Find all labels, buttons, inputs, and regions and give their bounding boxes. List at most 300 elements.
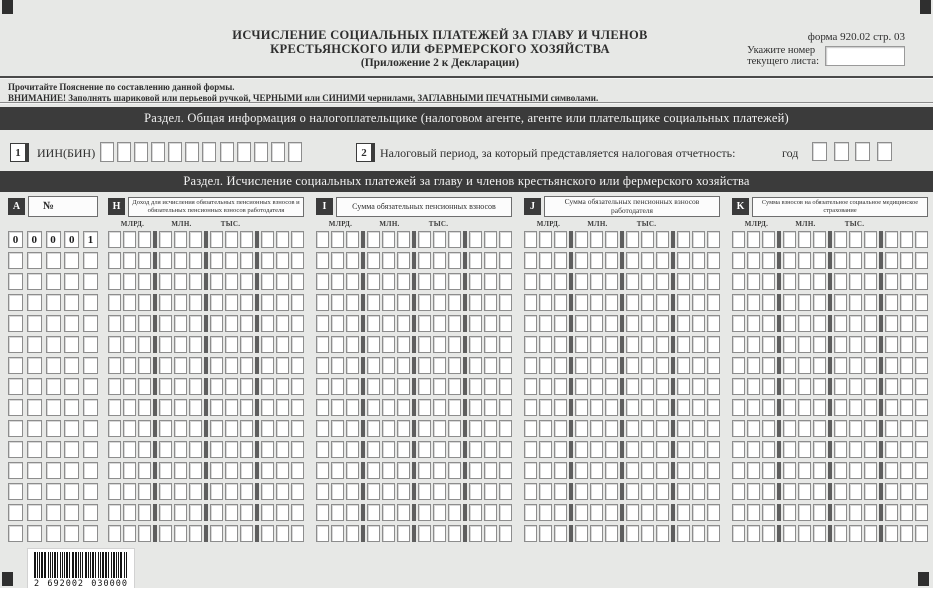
amount-cell[interactable] — [747, 315, 760, 332]
amount-cell[interactable] — [331, 399, 344, 416]
amount-cell[interactable] — [418, 483, 431, 500]
amount-cell[interactable] — [331, 462, 344, 479]
iin-cell[interactable] — [168, 142, 182, 162]
amount-cell[interactable] — [382, 378, 395, 395]
amount-cell[interactable] — [834, 315, 847, 332]
sheet-number-input[interactable] — [825, 46, 905, 66]
amount-cell[interactable] — [123, 336, 136, 353]
amount-cell[interactable] — [346, 231, 359, 248]
amount-cell[interactable] — [864, 273, 877, 290]
amount-cell[interactable] — [240, 231, 253, 248]
amount-cell[interactable] — [346, 420, 359, 437]
amount-cell[interactable] — [677, 462, 690, 479]
amount-cell[interactable] — [692, 336, 705, 353]
amount-cell[interactable] — [174, 357, 187, 374]
iin-cell[interactable] — [254, 142, 268, 162]
amount-cell[interactable] — [397, 252, 410, 269]
amount-cell[interactable] — [499, 504, 512, 521]
amount-cell[interactable] — [732, 525, 745, 542]
amount-cell[interactable] — [641, 378, 654, 395]
amount-cell[interactable] — [433, 273, 446, 290]
amount-cell[interactable] — [626, 273, 639, 290]
amount-cell[interactable] — [747, 483, 760, 500]
amount-cell[interactable] — [159, 273, 172, 290]
amount-cell[interactable] — [885, 294, 898, 311]
amount-cell[interactable] — [469, 483, 482, 500]
amount-cell[interactable] — [367, 420, 380, 437]
amount-cell[interactable] — [915, 252, 928, 269]
amount-cell[interactable] — [798, 420, 811, 437]
amount-cell[interactable] — [762, 336, 775, 353]
amount-cell[interactable] — [138, 525, 151, 542]
amount-cell[interactable] — [747, 462, 760, 479]
amount-cell[interactable] — [677, 378, 690, 395]
row-number-cell[interactable] — [46, 378, 61, 395]
amount-cell[interactable] — [834, 378, 847, 395]
amount-cell[interactable] — [316, 294, 329, 311]
amount-cell[interactable] — [367, 462, 380, 479]
amount-cell[interactable] — [900, 378, 913, 395]
amount-cell[interactable] — [316, 378, 329, 395]
amount-cell[interactable] — [469, 231, 482, 248]
row-number-cell[interactable] — [64, 357, 79, 374]
amount-cell[interactable] — [605, 462, 618, 479]
amount-cell[interactable] — [554, 483, 567, 500]
amount-cell[interactable] — [316, 357, 329, 374]
amount-cell[interactable] — [641, 420, 654, 437]
amount-cell[interactable] — [397, 294, 410, 311]
row-number-cell[interactable] — [83, 525, 98, 542]
amount-cell[interactable] — [915, 399, 928, 416]
amount-cell[interactable] — [783, 525, 796, 542]
row-number-cell[interactable] — [46, 357, 61, 374]
amount-cell[interactable] — [813, 252, 826, 269]
amount-cell[interactable] — [123, 420, 136, 437]
amount-cell[interactable] — [677, 525, 690, 542]
amount-cell[interactable] — [915, 273, 928, 290]
amount-cell[interactable] — [692, 231, 705, 248]
amount-cell[interactable] — [210, 483, 223, 500]
amount-cell[interactable] — [864, 252, 877, 269]
amount-cell[interactable] — [641, 336, 654, 353]
amount-cell[interactable] — [524, 525, 537, 542]
amount-cell[interactable] — [849, 273, 862, 290]
row-number-cell[interactable] — [46, 483, 61, 500]
amount-cell[interactable] — [123, 273, 136, 290]
amount-cell[interactable] — [240, 252, 253, 269]
amount-cell[interactable] — [316, 315, 329, 332]
row-number-cell[interactable]: 0 — [27, 231, 42, 248]
amount-cell[interactable] — [732, 378, 745, 395]
amount-cell[interactable] — [798, 525, 811, 542]
amount-cell[interactable] — [626, 378, 639, 395]
amount-cell[interactable] — [783, 504, 796, 521]
amount-cell[interactable] — [524, 315, 537, 332]
amount-cell[interactable] — [189, 420, 202, 437]
amount-cell[interactable] — [418, 294, 431, 311]
amount-cell[interactable] — [418, 420, 431, 437]
amount-cell[interactable] — [900, 462, 913, 479]
amount-cell[interactable] — [656, 378, 669, 395]
amount-cell[interactable] — [189, 504, 202, 521]
amount-cell[interactable] — [834, 483, 847, 500]
amount-cell[interactable] — [834, 294, 847, 311]
amount-cell[interactable] — [849, 462, 862, 479]
amount-cell[interactable] — [174, 462, 187, 479]
amount-cell[interactable] — [448, 273, 461, 290]
amount-cell[interactable] — [707, 441, 720, 458]
amount-cell[interactable] — [397, 462, 410, 479]
row-number-cell[interactable] — [8, 420, 23, 437]
amount-cell[interactable] — [692, 399, 705, 416]
amount-cell[interactable] — [813, 504, 826, 521]
amount-cell[interactable] — [656, 504, 669, 521]
amount-cell[interactable] — [900, 315, 913, 332]
amount-cell[interactable] — [915, 462, 928, 479]
amount-cell[interactable] — [656, 273, 669, 290]
amount-cell[interactable] — [418, 273, 431, 290]
amount-cell[interactable] — [331, 273, 344, 290]
amount-cell[interactable] — [108, 420, 121, 437]
amount-cell[interactable] — [813, 273, 826, 290]
amount-cell[interactable] — [656, 357, 669, 374]
amount-cell[interactable] — [641, 315, 654, 332]
amount-cell[interactable] — [291, 273, 304, 290]
row-number-cell[interactable] — [64, 504, 79, 521]
row-number-cell[interactable] — [27, 504, 42, 521]
amount-cell[interactable] — [783, 483, 796, 500]
amount-cell[interactable] — [590, 294, 603, 311]
amount-cell[interactable] — [159, 315, 172, 332]
amount-cell[interactable] — [783, 294, 796, 311]
amount-cell[interactable] — [834, 399, 847, 416]
amount-cell[interactable] — [707, 252, 720, 269]
amount-cell[interactable] — [707, 294, 720, 311]
amount-cell[interactable] — [418, 378, 431, 395]
amount-cell[interactable] — [331, 441, 344, 458]
amount-cell[interactable] — [261, 399, 274, 416]
amount-cell[interactable] — [484, 462, 497, 479]
amount-cell[interactable] — [849, 315, 862, 332]
row-number-cell[interactable] — [8, 462, 23, 479]
amount-cell[interactable] — [367, 336, 380, 353]
amount-cell[interactable] — [783, 420, 796, 437]
amount-cell[interactable] — [656, 441, 669, 458]
amount-cell[interactable] — [762, 294, 775, 311]
amount-cell[interactable] — [605, 315, 618, 332]
amount-cell[interactable] — [732, 315, 745, 332]
amount-cell[interactable] — [484, 378, 497, 395]
amount-cell[interactable] — [864, 294, 877, 311]
iin-cell[interactable] — [288, 142, 302, 162]
amount-cell[interactable] — [331, 231, 344, 248]
amount-cell[interactable] — [189, 252, 202, 269]
amount-cell[interactable] — [367, 378, 380, 395]
amount-cell[interactable] — [276, 483, 289, 500]
amount-cell[interactable] — [225, 336, 238, 353]
amount-cell[interactable] — [433, 483, 446, 500]
amount-cell[interactable] — [590, 420, 603, 437]
iin-cell[interactable] — [151, 142, 165, 162]
amount-cell[interactable] — [641, 441, 654, 458]
amount-cell[interactable] — [677, 315, 690, 332]
amount-cell[interactable] — [783, 231, 796, 248]
amount-cell[interactable] — [316, 504, 329, 521]
amount-cell[interactable] — [367, 252, 380, 269]
amount-cell[interactable] — [783, 441, 796, 458]
amount-cell[interactable] — [605, 483, 618, 500]
amount-cell[interactable] — [499, 420, 512, 437]
amount-cell[interactable] — [762, 231, 775, 248]
amount-cell[interactable] — [331, 336, 344, 353]
row-number-cell[interactable] — [27, 294, 42, 311]
amount-cell[interactable] — [747, 420, 760, 437]
amount-cell[interactable] — [448, 504, 461, 521]
amount-cell[interactable] — [367, 441, 380, 458]
amount-cell[interactable] — [225, 399, 238, 416]
amount-cell[interactable] — [240, 462, 253, 479]
amount-cell[interactable] — [210, 441, 223, 458]
amount-cell[interactable] — [174, 378, 187, 395]
row-number-cell[interactable] — [27, 462, 42, 479]
amount-cell[interactable] — [346, 252, 359, 269]
amount-cell[interactable] — [539, 525, 552, 542]
amount-cell[interactable] — [605, 336, 618, 353]
amount-cell[interactable] — [159, 525, 172, 542]
row-number-cell[interactable] — [64, 273, 79, 290]
amount-cell[interactable] — [677, 399, 690, 416]
amount-cell[interactable] — [864, 525, 877, 542]
amount-cell[interactable] — [159, 441, 172, 458]
row-number-cell[interactable]: 0 — [64, 231, 79, 248]
amount-cell[interactable] — [316, 420, 329, 437]
amount-cell[interactable] — [123, 231, 136, 248]
amount-cell[interactable] — [747, 378, 760, 395]
amount-cell[interactable] — [677, 294, 690, 311]
amount-cell[interactable] — [138, 294, 151, 311]
amount-cell[interactable] — [539, 357, 552, 374]
amount-cell[interactable] — [707, 462, 720, 479]
amount-cell[interactable] — [590, 357, 603, 374]
amount-cell[interactable] — [261, 441, 274, 458]
amount-cell[interactable] — [240, 273, 253, 290]
amount-cell[interactable] — [707, 357, 720, 374]
amount-cell[interactable] — [138, 399, 151, 416]
amount-cell[interactable] — [798, 483, 811, 500]
amount-cell[interactable] — [915, 231, 928, 248]
amount-cell[interactable] — [469, 420, 482, 437]
amount-cell[interactable] — [189, 462, 202, 479]
amount-cell[interactable] — [747, 273, 760, 290]
amount-cell[interactable] — [813, 525, 826, 542]
amount-cell[interactable] — [656, 525, 669, 542]
amount-cell[interactable] — [174, 441, 187, 458]
amount-cell[interactable] — [346, 357, 359, 374]
amount-cell[interactable] — [813, 441, 826, 458]
amount-cell[interactable] — [189, 378, 202, 395]
amount-cell[interactable] — [915, 336, 928, 353]
amount-cell[interactable] — [210, 315, 223, 332]
amount-cell[interactable] — [762, 483, 775, 500]
amount-cell[interactable] — [108, 273, 121, 290]
amount-cell[interactable] — [590, 273, 603, 290]
amount-cell[interactable] — [448, 294, 461, 311]
amount-cell[interactable] — [900, 441, 913, 458]
amount-cell[interactable] — [656, 483, 669, 500]
amount-cell[interactable] — [900, 525, 913, 542]
amount-cell[interactable] — [123, 483, 136, 500]
amount-cell[interactable] — [418, 252, 431, 269]
amount-cell[interactable] — [418, 357, 431, 374]
amount-cell[interactable] — [346, 294, 359, 311]
amount-cell[interactable] — [108, 231, 121, 248]
amount-cell[interactable] — [762, 378, 775, 395]
amount-cell[interactable] — [418, 525, 431, 542]
amount-cell[interactable] — [138, 273, 151, 290]
amount-cell[interactable] — [798, 378, 811, 395]
amount-cell[interactable] — [885, 525, 898, 542]
amount-cell[interactable] — [397, 504, 410, 521]
amount-cell[interactable] — [900, 504, 913, 521]
amount-cell[interactable] — [524, 504, 537, 521]
amount-cell[interactable] — [210, 378, 223, 395]
amount-cell[interactable] — [813, 462, 826, 479]
amount-cell[interactable] — [418, 231, 431, 248]
amount-cell[interactable] — [915, 441, 928, 458]
amount-cell[interactable] — [626, 483, 639, 500]
amount-cell[interactable] — [499, 336, 512, 353]
amount-cell[interactable] — [138, 483, 151, 500]
amount-cell[interactable] — [626, 525, 639, 542]
amount-cell[interactable] — [605, 273, 618, 290]
amount-cell[interactable] — [225, 441, 238, 458]
amount-cell[interactable] — [656, 336, 669, 353]
amount-cell[interactable] — [499, 462, 512, 479]
amount-cell[interactable] — [433, 336, 446, 353]
amount-cell[interactable] — [499, 441, 512, 458]
amount-cell[interactable] — [261, 231, 274, 248]
amount-cell[interactable] — [484, 336, 497, 353]
amount-cell[interactable] — [590, 252, 603, 269]
amount-cell[interactable] — [210, 357, 223, 374]
amount-cell[interactable] — [707, 420, 720, 437]
amount-cell[interactable] — [108, 504, 121, 521]
amount-cell[interactable] — [539, 504, 552, 521]
amount-cell[interactable] — [397, 315, 410, 332]
amount-cell[interactable] — [397, 525, 410, 542]
amount-cell[interactable] — [524, 231, 537, 248]
amount-cell[interactable] — [707, 504, 720, 521]
amount-cell[interactable] — [316, 336, 329, 353]
amount-cell[interactable] — [575, 336, 588, 353]
amount-cell[interactable] — [448, 252, 461, 269]
amount-cell[interactable] — [397, 357, 410, 374]
amount-cell[interactable] — [123, 357, 136, 374]
amount-cell[interactable] — [210, 231, 223, 248]
amount-cell[interactable] — [397, 378, 410, 395]
amount-cell[interactable] — [732, 462, 745, 479]
amount-cell[interactable] — [641, 273, 654, 290]
amount-cell[interactable] — [240, 441, 253, 458]
amount-cell[interactable] — [798, 399, 811, 416]
amount-cell[interactable] — [346, 315, 359, 332]
amount-cell[interactable] — [798, 504, 811, 521]
amount-cell[interactable] — [590, 441, 603, 458]
amount-cell[interactable] — [316, 399, 329, 416]
amount-cell[interactable] — [108, 315, 121, 332]
amount-cell[interactable] — [900, 357, 913, 374]
year-cell[interactable] — [855, 142, 870, 161]
amount-cell[interactable] — [656, 462, 669, 479]
amount-cell[interactable] — [276, 252, 289, 269]
row-number-cell[interactable] — [8, 378, 23, 395]
amount-cell[interactable] — [291, 231, 304, 248]
amount-cell[interactable] — [707, 336, 720, 353]
amount-cell[interactable] — [641, 294, 654, 311]
amount-cell[interactable] — [590, 399, 603, 416]
row-number-cell[interactable] — [46, 294, 61, 311]
amount-cell[interactable] — [813, 378, 826, 395]
amount-cell[interactable] — [499, 294, 512, 311]
amount-cell[interactable] — [225, 315, 238, 332]
row-number-cell[interactable] — [8, 399, 23, 416]
amount-cell[interactable] — [225, 378, 238, 395]
amount-cell[interactable] — [469, 336, 482, 353]
amount-cell[interactable] — [575, 441, 588, 458]
amount-cell[interactable] — [159, 399, 172, 416]
row-number-cell[interactable] — [27, 525, 42, 542]
amount-cell[interactable] — [240, 294, 253, 311]
amount-cell[interactable] — [590, 231, 603, 248]
amount-cell[interactable] — [677, 504, 690, 521]
amount-cell[interactable] — [554, 315, 567, 332]
amount-cell[interactable] — [626, 357, 639, 374]
amount-cell[interactable] — [138, 462, 151, 479]
amount-cell[interactable] — [783, 399, 796, 416]
amount-cell[interactable] — [123, 294, 136, 311]
row-number-cell[interactable] — [8, 483, 23, 500]
amount-cell[interactable] — [346, 525, 359, 542]
amount-cell[interactable] — [433, 378, 446, 395]
amount-cell[interactable] — [554, 294, 567, 311]
amount-cell[interactable] — [762, 315, 775, 332]
amount-cell[interactable] — [849, 504, 862, 521]
amount-cell[interactable] — [915, 483, 928, 500]
amount-cell[interactable] — [885, 378, 898, 395]
amount-cell[interactable] — [123, 441, 136, 458]
amount-cell[interactable] — [382, 294, 395, 311]
row-number-cell[interactable] — [64, 399, 79, 416]
row-number-cell[interactable] — [46, 462, 61, 479]
amount-cell[interactable] — [382, 252, 395, 269]
amount-cell[interactable] — [484, 525, 497, 542]
amount-cell[interactable] — [849, 231, 862, 248]
amount-cell[interactable] — [900, 420, 913, 437]
amount-cell[interactable] — [276, 378, 289, 395]
amount-cell[interactable] — [469, 504, 482, 521]
amount-cell[interactable] — [331, 357, 344, 374]
row-number-cell[interactable] — [27, 273, 42, 290]
amount-cell[interactable] — [783, 315, 796, 332]
amount-cell[interactable] — [575, 294, 588, 311]
amount-cell[interactable] — [915, 294, 928, 311]
amount-cell[interactable] — [108, 525, 121, 542]
amount-cell[interactable] — [849, 336, 862, 353]
row-number-cell[interactable] — [83, 399, 98, 416]
amount-cell[interactable] — [626, 252, 639, 269]
amount-cell[interactable] — [539, 462, 552, 479]
amount-cell[interactable] — [316, 462, 329, 479]
